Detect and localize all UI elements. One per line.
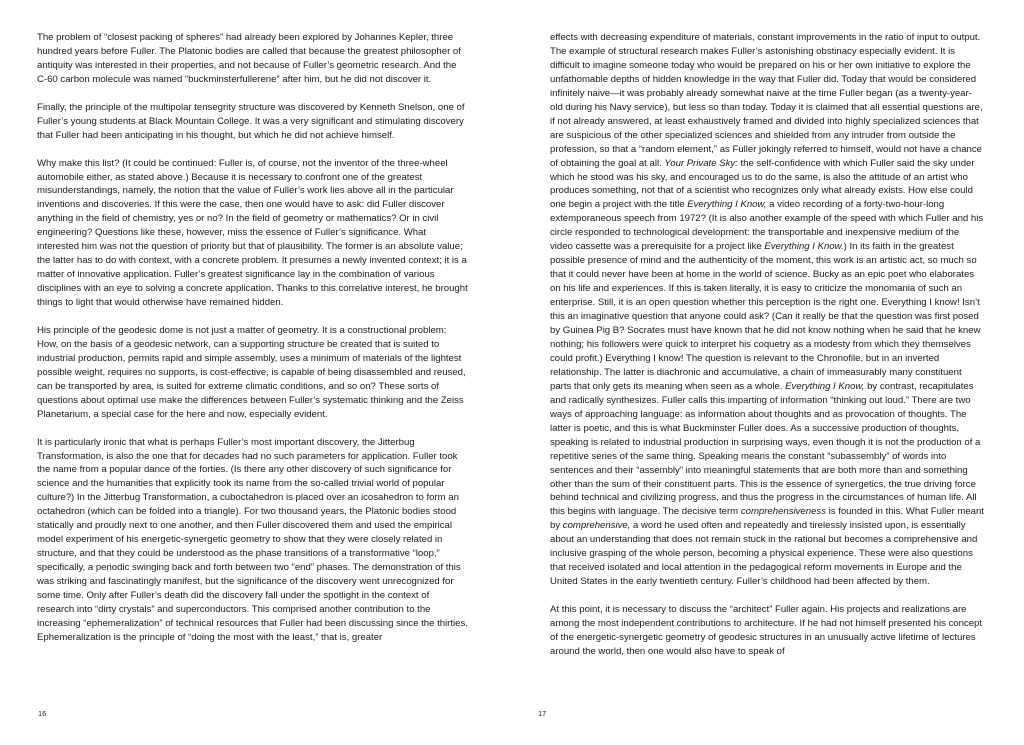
body-paragraph <box>37 157 469 310</box>
italic-title: comprehensive, <box>562 520 631 532</box>
text-run: Why make this list? (It could be continued: Fuller is, of course, not the inventor of the three-wheel automobile either, as stated above.) Because it is necessary to confront one of the greatest misunderstandings, namely, the notion that the value of Fuller’s work lies above all in the particular inventions and discoveries. If this were the case, then one would have to ask: did Fuller discover anything in the field of chemistry, yes or no? In the field of geometry or mathematics? Or in civil engineering? Questions like these, however, miss the essence of Fuller’s significance. What interested him was not the question of priority but that of plausibility. The former is an absolute value; the latter has to do with context, with a concrete problem. It presumes a newly invented context; it is a matter of innovative application. Fuller’s greatest significance lay in the combination of various disciplines with an eye to solving a concrete application. Thanks to this correlative interest, he brought things to light that would otherwise have remained hidden. <box>37 157 468 309</box>
right-text-column <box>550 31 984 659</box>
text-run: The problem of “closest packing of spheres” had already been explored by Johannes Kepler, three hundred years before Fuller. The Platonic bodies are called that because the greatest philosopher of antiquity was interested in their properties, and not because of Fuller’s geometric research. And the C-60 carbon molecule was named “buckminsterfullerene” after him, but he did not discover it. <box>37 32 461 85</box>
text-run: Finally, the principle of the multipolar tensegrity structure was discovered by Kenneth Snelson, one of Fuller’s young students at Black Mountain College. It was a very significant and stimulating discovery that Fuller had been anticipating in his thought, but which he did not achieve himself. <box>37 101 465 141</box>
right-page-number: 17 <box>538 709 547 718</box>
text-run: by contrast, recapitulates and radically synthesizes. Fuller calls this imparting of information “thinking out loud.” There are two ways of approaching language: as information about thoughts and as provocation of thoughts. The latter is poetic, and this is what Buckminster Fuller does. As a successive production of thoughts, speaking is related to industrial production in surprising ways, even though it is not the production of a repetitive series of the same thing. Speaking means the constant “subassembly” of words into sentences and their “assembly” into meaningful statements that are both more than and something other than the sum of their constituent parts. This is the essence of synergetics, the true driving force behind technical and civilizing progress, and thus the progress in the circumstances of human life. All this begins with language. The decisive term <box>550 380 981 518</box>
italic-title: Everything I Know, <box>785 380 865 392</box>
text-run: a word he used often and repeatedly and tirelessly insisted upon, is essentially about an understanding that does not remain stuck in the rational but becomes a comprehensive and inclusive grasping of the whole person, becoming a physical experience. These were also questions that received isolated and local attention in the pedagogical reform movements in Europe and the United States in the early twentieth century. Fuller’s childhood had been affected by them. <box>550 520 978 588</box>
text-run: the self-confidence with which Fuller said the sky under which he stood was his sky, and encouraged us to do the same, is also the attitude of an artist who produces something, not that of a scientist who recognizes only what already exists. How else could one begin a project with the title <box>550 157 975 211</box>
italic-title: Everything I Know, <box>687 199 767 211</box>
text-run: ) In its faith in the greatest possible presence of mind and the authenticity of the moment, this work is an artistic act, so much so that it could never have been at home in the world of science. Bucky as an epic poet who elaborates on his life and experiences. If this is taken literally, it is easy to criticize the monomania of such an enterprise. Still, it is an open question whether this perception is the right one. Everything I know! Isn’t this an imaginative question that anyone could ask? (Can it really be that the question was first posed by Guinea Pig B? Socrates must have known that he did not know nothing when he said that he knew nothing; his followers were quick to interpret his coquetry as a modesty from which they themselves could profit.) Everything I know! The question is relevant to the Chronofile, but in an inverted relationship. The latter is diachronic and accumulative, a chain of immeasurably many constituent parts that only gets its meaning when seen as a whole. <box>550 241 981 392</box>
italic-title: Your Private Sky: <box>664 157 738 169</box>
body-paragraph <box>37 436 469 645</box>
text-run: His principle of the geodesic dome is not just a matter of geometry. It is a constructional problem: How, on the basis of a geodesic network, can a supporting structure be created that is suited to industrial production, permits rapid and simple assembly, uses a minimum of materials of the lightest possible weight, requires no supports, is cost-effective, is capable of being disassembled and reused, can be transported by area, is suited for extreme climatic conditions, and so on? These sorts of questions about optimal use make the differences between Fuller’s systematic thinking and the Zeiss Planetarium, a special case for the here and now, especially evident. <box>37 324 466 420</box>
text-run: At this point, it is necessary to discuss the “architect” Fuller again. His projects and realizations are among the most independent contributions to architecture. If he had not himself presented his concept of the energetic-synergetic geometry of geodesic structures in an unusually active lifetime of lectures around the world, then one would also have to speak of <box>550 604 983 657</box>
italic-title: comprehensiveness <box>740 506 826 518</box>
text-run: is founded in this. What Fuller meant by <box>550 506 984 532</box>
body-paragraph <box>37 31 469 87</box>
right-page <box>512 0 1024 745</box>
left-page-number: 16 <box>38 709 47 718</box>
text-run: a video recording of a forty-two-hour-long extemporaneous speech from 1972? (It is also another example of the speed with which Fuller and his circle responded to technological development: the transportable and inexpensive medium of the video cassette was a prerequisite for a project like <box>550 199 984 253</box>
body-paragraph <box>37 101 469 143</box>
left-text-column <box>37 31 469 645</box>
body-paragraph <box>550 31 984 589</box>
italic-title: Everything I Know. <box>764 241 844 253</box>
text-run: effects with decreasing expenditure of materials, constant improvements in the ratio of input to output. The example of structural research makes Fuller’s astonishing obstinacy especially evident. It is difficult to imagine someone today who would be prepared on his or her own initiative to explore the unfathomable depths of hidden knowledge in the way that Fuller did. Today that would be considered infinitely naive—it was probably already somewhat naive at the time Fuller began (as a twenty-year-old during his Navy service), but less so than today. Today it is claimed that all essential questions are, if not already answered, at least exhaustively framed and divided into highly specialized sciences that are suspicious of the other specialized sciences and shielded from any intruder from outside the profession, so that a “random element,” as Fuller jokingly referred to himself, would not have a chance of obtaining the goal at all. <box>550 32 983 169</box>
body-paragraph <box>550 603 984 659</box>
text-run: It is particularly ironic that what is perhaps Fuller’s most important discovery, the Jitterbug Transformation, is also the one that for decades had no such parameters for application. Fuller took the name from a popular dance of the forties. (Is there any other discovery of such significance for science and the humanities that explicitly took its name from the so-called trivial world of popular culture?) In the Jitterbug Transformation, a cuboctahedron is placed over an icosahedron to form an octahedron (which can be folded into a triangle). For two thousand years, the Platonic bodies stood statically and proudly next to one another, and then Fuller discovered them and used the empirical model experiment of his energetic-synergetic geometry to show that they were closely related in structure, and that they could be understood as the phase transitions of a transformative “loop,” specifically, a periodic swinging back and forth between two “end” phases. The demonstration of this was striking and fascinatingly manifest, but the significance of the discovery went unrecognized for some time. Only after Fuller’s death did the discovery fall under the spotlight in the context of research into “dirty crystals” and superconductors. This comprised another contribution to the increasing “ephemeralization” of technical resources that Fuller had been discussing since the thirties. Ephemeralization is the principle of “doing the most with the least,” that is, greater <box>37 436 468 643</box>
body-paragraph <box>37 324 469 422</box>
